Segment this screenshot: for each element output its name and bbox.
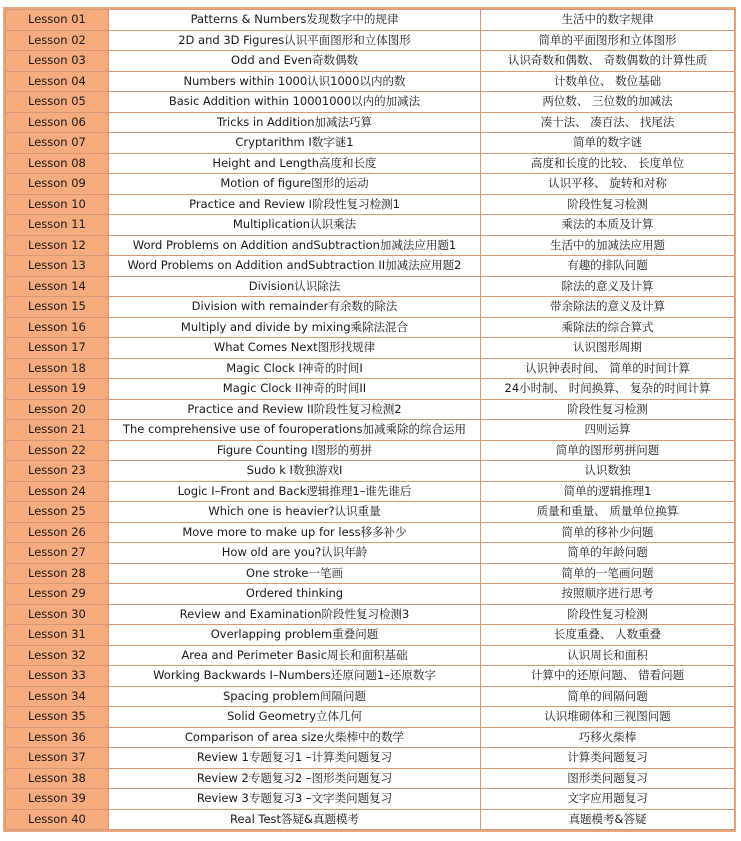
table-row [6, 686, 735, 707]
lesson-topic-cell: Word Problems on Addition andSubtraction II加减法应用题2 [109, 256, 481, 277]
curriculum-table-container [3, 7, 736, 832]
lesson-topic-cell: Which one is heavier?认识重量 [109, 502, 481, 523]
lesson-number-cell: Lesson 25 [6, 502, 109, 523]
lesson-content-cell: 认识奇数和偶数、 奇数偶数的计算性质 [481, 51, 735, 72]
lesson-topic-cell: Spacing problem间隔问题 [109, 686, 481, 707]
table-row [6, 71, 735, 92]
lesson-number-cell: Lesson 08 [6, 153, 109, 174]
lesson-number-cell: Lesson 21 [6, 420, 109, 441]
lesson-topic-cell: Height and Length高度和长度 [109, 153, 481, 174]
lesson-topic-cell: How old are you?认识年龄 [109, 543, 481, 564]
table-row [6, 194, 735, 215]
lesson-topic-cell: Tricks in Addition加减法巧算 [109, 112, 481, 133]
lesson-content-cell: 认识堆砌体和三视图问题 [481, 707, 735, 728]
lesson-number-cell: Lesson 17 [6, 338, 109, 359]
lesson-content-cell: 简单的平面图形和立体图形 [481, 30, 735, 51]
lesson-number-cell: Lesson 11 [6, 215, 109, 236]
lesson-number-cell: Lesson 09 [6, 174, 109, 195]
table-row [6, 604, 735, 625]
lesson-content-cell: 认识数独 [481, 461, 735, 482]
table-row [6, 625, 735, 646]
table-row [6, 133, 735, 154]
lesson-number-cell: Lesson 38 [6, 768, 109, 789]
table-row [6, 645, 735, 666]
lesson-topic-cell: Working Backwards I–Numbers还原问题1–还原数字 [109, 666, 481, 687]
lesson-content-cell: 阶段性复习检测 [481, 604, 735, 625]
lesson-content-cell: 简单的数字谜 [481, 133, 735, 154]
table-row [6, 112, 735, 133]
lesson-topic-cell: Division认识除法 [109, 276, 481, 297]
lesson-topic-cell: Figure Counting I图形的剪拼 [109, 440, 481, 461]
table-row [6, 481, 735, 502]
table-row [6, 215, 735, 236]
lesson-content-cell: 除法的意义及计算 [481, 276, 735, 297]
table-row [6, 440, 735, 461]
lesson-topic-cell: Magic Clock I神奇的时间I [109, 358, 481, 379]
lesson-topic-cell: Practice and Review II阶段性复习检测2 [109, 399, 481, 420]
table-row [6, 543, 735, 564]
lesson-content-cell: 认识图形周期 [481, 338, 735, 359]
lesson-topic-cell: Logic I–Front and Back逻辑推理1–谁先谁后 [109, 481, 481, 502]
lesson-number-cell: Lesson 27 [6, 543, 109, 564]
lesson-number-cell: Lesson 33 [6, 666, 109, 687]
lesson-content-cell: 凑十法、 凑百法、 找尾法 [481, 112, 735, 133]
lesson-content-cell: 24小时制、 时间换算、 复杂的时间计算 [481, 379, 735, 400]
lesson-number-cell: Lesson 36 [6, 727, 109, 748]
lesson-content-cell: 阶段性复习检测 [481, 399, 735, 420]
table-row [6, 399, 735, 420]
lesson-content-cell: 四则运算 [481, 420, 735, 441]
lesson-topic-cell: Review and Examination阶段性复习检测3 [109, 604, 481, 625]
lesson-content-cell: 生活中的数字规律 [481, 10, 735, 31]
lesson-number-cell: Lesson 12 [6, 235, 109, 256]
table-row [6, 420, 735, 441]
lesson-content-cell: 巧移火柴棒 [481, 727, 735, 748]
table-row [6, 338, 735, 359]
table-row [6, 276, 735, 297]
lesson-number-cell: Lesson 39 [6, 789, 109, 810]
lesson-number-cell: Lesson 35 [6, 707, 109, 728]
table-row [6, 92, 735, 113]
lesson-number-cell: Lesson 02 [6, 30, 109, 51]
lesson-content-cell: 简单的一笔画问题 [481, 563, 735, 584]
table-row [6, 174, 735, 195]
lesson-number-cell: Lesson 34 [6, 686, 109, 707]
lesson-topic-cell: Practice and Review I阶段性复习检测1 [109, 194, 481, 215]
lesson-number-cell: Lesson 19 [6, 379, 109, 400]
lesson-content-cell: 带余除法的意义及计算 [481, 297, 735, 318]
table-row [6, 51, 735, 72]
table-row [6, 727, 735, 748]
table-row [6, 30, 735, 51]
lesson-content-cell: 高度和长度的比较、 长度单位 [481, 153, 735, 174]
lesson-topic-cell: Area and Perimeter Basic周长和面积基础 [109, 645, 481, 666]
lesson-content-cell: 计算中的还原问题、 错看问题 [481, 666, 735, 687]
lesson-topic-cell: Patterns & Numbers发现数字中的规律 [109, 10, 481, 31]
lesson-topic-cell: Sudo k I数独游戏I [109, 461, 481, 482]
table-row [6, 379, 735, 400]
lesson-content-cell: 简单的逻辑推理1 [481, 481, 735, 502]
lesson-topic-cell: Odd and Even奇数偶数 [109, 51, 481, 72]
lesson-content-cell: 真题模考&答疑 [481, 809, 735, 830]
lesson-number-cell: Lesson 20 [6, 399, 109, 420]
lesson-topic-cell: Review 2专题复习2 –图形类问题复习 [109, 768, 481, 789]
lesson-number-cell: Lesson 10 [6, 194, 109, 215]
lesson-topic-cell: Ordered thinking [109, 584, 481, 605]
lesson-topic-cell: Comparison of area size火柴棒中的数学 [109, 727, 481, 748]
lesson-number-cell: Lesson 06 [6, 112, 109, 133]
table-row [6, 789, 735, 810]
lesson-content-cell: 生活中的加减法应用题 [481, 235, 735, 256]
lesson-number-cell: Lesson 18 [6, 358, 109, 379]
lesson-content-cell: 乘除法的综合算式 [481, 317, 735, 338]
lesson-number-cell: Lesson 23 [6, 461, 109, 482]
lesson-content-cell: 长度重叠、 人数重叠 [481, 625, 735, 646]
table-row [6, 297, 735, 318]
lesson-content-cell: 文字应用题复习 [481, 789, 735, 810]
lesson-content-cell: 乘法的本质及计算 [481, 215, 735, 236]
table-row [6, 317, 735, 338]
lesson-content-cell: 简单的图形剪拼问题 [481, 440, 735, 461]
lesson-topic-cell: Real Test答疑&真题模考 [109, 809, 481, 830]
lesson-content-cell: 图形类问题复习 [481, 768, 735, 789]
lesson-topic-cell: Word Problems on Addition andSubtraction加减法应用题1 [109, 235, 481, 256]
lesson-content-cell: 按照顺序进行思考 [481, 584, 735, 605]
lesson-number-cell: Lesson 37 [6, 748, 109, 769]
lesson-topic-cell: Review 3专题复习3 –文字类问题复习 [109, 789, 481, 810]
table-row [6, 461, 735, 482]
curriculum-table-body [6, 10, 735, 830]
table-row [6, 256, 735, 277]
lesson-number-cell: Lesson 03 [6, 51, 109, 72]
lesson-content-cell: 简单的年龄问题 [481, 543, 735, 564]
lesson-topic-cell: Move more to make up for less移多补少 [109, 522, 481, 543]
lesson-content-cell: 认识平移、 旋转和对称 [481, 174, 735, 195]
table-row [6, 809, 735, 830]
lesson-topic-cell: Basic Addition within 10001000以内的加减法 [109, 92, 481, 113]
lesson-number-cell: Lesson 14 [6, 276, 109, 297]
lesson-number-cell: Lesson 05 [6, 92, 109, 113]
lesson-topic-cell: One stroke一笔画 [109, 563, 481, 584]
lesson-content-cell: 两位数、 三位数的加减法 [481, 92, 735, 113]
lesson-number-cell: Lesson 40 [6, 809, 109, 830]
table-row [6, 768, 735, 789]
lesson-topic-cell: Review 1专题复习1 –计算类问题复习 [109, 748, 481, 769]
lesson-number-cell: Lesson 15 [6, 297, 109, 318]
lesson-number-cell: Lesson 32 [6, 645, 109, 666]
lesson-number-cell: Lesson 01 [6, 10, 109, 31]
lesson-content-cell: 阶段性复习检测 [481, 194, 735, 215]
lesson-number-cell: Lesson 26 [6, 522, 109, 543]
table-row [6, 235, 735, 256]
lesson-number-cell: Lesson 22 [6, 440, 109, 461]
lesson-topic-cell: Overlapping problem重叠问题 [109, 625, 481, 646]
lesson-number-cell: Lesson 13 [6, 256, 109, 277]
lesson-content-cell: 认识钟表时间、 简单的时间计算 [481, 358, 735, 379]
lesson-topic-cell: Numbers within 1000认识1000以内的数 [109, 71, 481, 92]
lesson-number-cell: Lesson 29 [6, 584, 109, 605]
table-row [6, 666, 735, 687]
lesson-topic-cell: Division with remainder有余数的除法 [109, 297, 481, 318]
table-row [6, 153, 735, 174]
table-row [6, 707, 735, 728]
curriculum-table [5, 9, 735, 830]
lesson-topic-cell: 2D and 3D Figures认识平面图形和立体图形 [109, 30, 481, 51]
lesson-topic-cell: Multiplication认识乘法 [109, 215, 481, 236]
lesson-content-cell: 认识周长和面积 [481, 645, 735, 666]
lesson-number-cell: Lesson 30 [6, 604, 109, 625]
lesson-number-cell: Lesson 16 [6, 317, 109, 338]
table-row [6, 522, 735, 543]
lesson-number-cell: Lesson 28 [6, 563, 109, 584]
lesson-number-cell: Lesson 04 [6, 71, 109, 92]
lesson-number-cell: Lesson 07 [6, 133, 109, 154]
lesson-topic-cell: Multiply and divide by mixing乘除法混合 [109, 317, 481, 338]
lesson-number-cell: Lesson 31 [6, 625, 109, 646]
table-row [6, 502, 735, 523]
table-row [6, 10, 735, 31]
lesson-number-cell: Lesson 24 [6, 481, 109, 502]
table-row [6, 563, 735, 584]
lesson-topic-cell: Motion of figure图形的运动 [109, 174, 481, 195]
lesson-content-cell: 简单的移补少问题 [481, 522, 735, 543]
lesson-topic-cell: Magic Clock II神奇的时间II [109, 379, 481, 400]
table-row [6, 584, 735, 605]
lesson-content-cell: 有趣的排队问题 [481, 256, 735, 277]
lesson-topic-cell: Cryptarithm I数字谜1 [109, 133, 481, 154]
lesson-content-cell: 质量和重量、 质量单位换算 [481, 502, 735, 523]
table-row [6, 358, 735, 379]
lesson-content-cell: 计算类问题复习 [481, 748, 735, 769]
lesson-topic-cell: The comprehensive use of fouroperations加减乘除的综合运用 [109, 420, 481, 441]
lesson-content-cell: 简单的间隔问题 [481, 686, 735, 707]
lesson-topic-cell: Solid Geometry立体几何 [109, 707, 481, 728]
table-row [6, 748, 735, 769]
lesson-topic-cell: What Comes Next图形找规律 [109, 338, 481, 359]
lesson-content-cell: 计数单位、 数位基础 [481, 71, 735, 92]
